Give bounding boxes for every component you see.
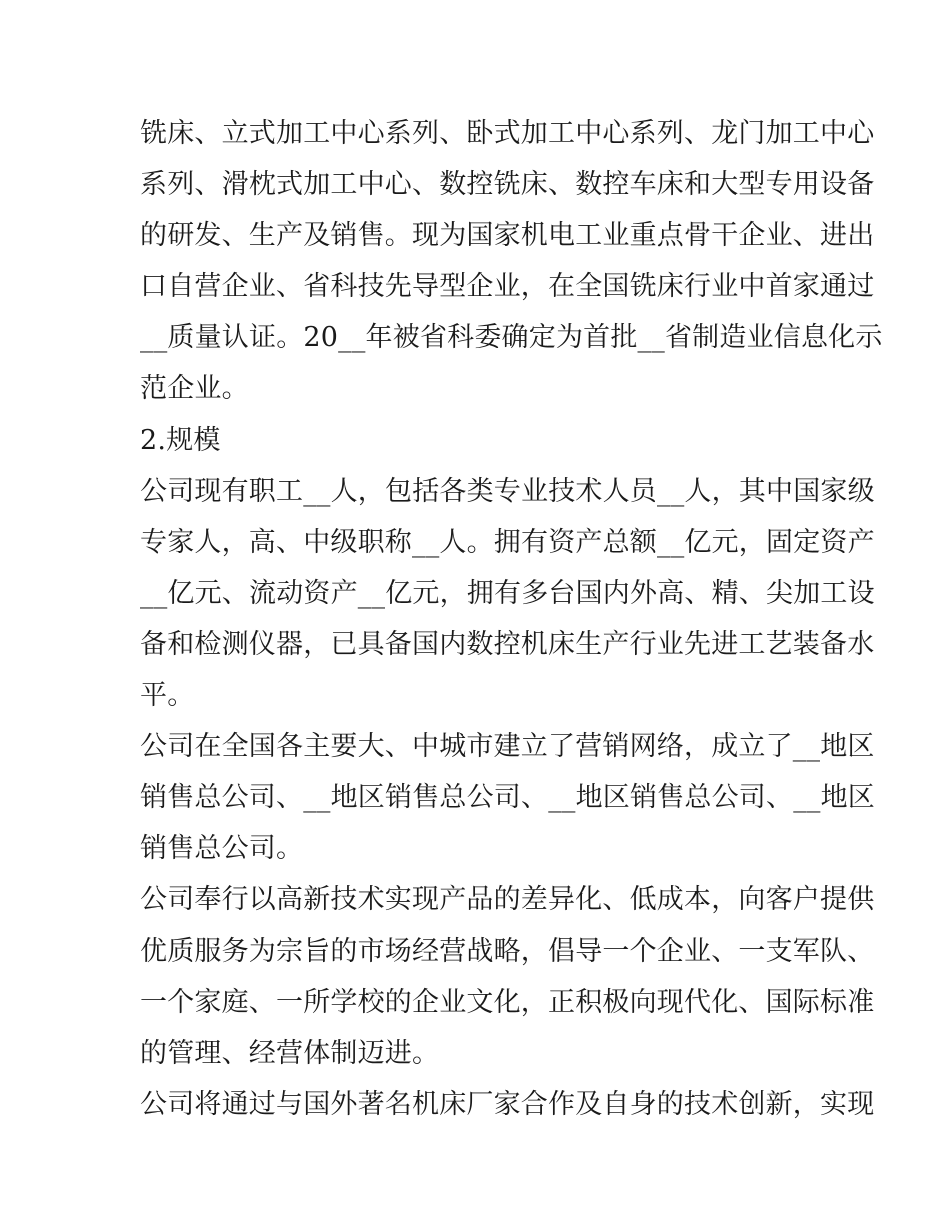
- text-line: 公司现有职工__人，包括各类专业技术人员__人，其中国家级: [140, 475, 875, 507]
- text-line: 优质服务为宗旨的市场经营战略，倡导一个企业、一支军队、: [140, 935, 875, 967]
- section-heading: 2.规模: [140, 424, 221, 456]
- text-line: 销售总公司、__地区销售总公司、__地区销售总公司、__地区: [140, 782, 875, 814]
- text-line: 铣床、立式加工中心系列、卧式加工中心系列、龙门加工中心: [140, 118, 875, 149]
- text-line: __质量认证。20__年被省科委确定为首批__省制造业信息化示: [140, 322, 883, 354]
- text-line: 公司将通过与国外著名机床厂家合作及自身的技术创新，实现: [140, 1088, 875, 1120]
- text-line: 的研发、生产及销售。现为国家机电工业重点骨干企业、进出: [140, 220, 875, 252]
- text-line: 系列、滑枕式加工中心、数控铣床、数控车床和大型专用设备: [140, 169, 875, 201]
- text-line: 备和检测仪器，已具备国内数控机床生产行业先进工艺装备水: [140, 628, 875, 660]
- text-line: 专家人，高、中级职称__人。拥有资产总额__亿元，固定资产: [140, 526, 875, 558]
- text-line: __亿元、流动资产__亿元，拥有多台国内外高、精、尖加工设: [140, 577, 875, 609]
- document-body: [140, 108, 883, 1130]
- text-line: 范企业。: [140, 373, 249, 405]
- text-line: 公司在全国各主要大、中城市建立了营销网络，成立了__地区: [140, 731, 875, 763]
- text-line: 公司奉行以高新技术实现产品的差异化、低成本，向客户提供: [140, 884, 875, 916]
- text-line: 口自营企业、省科技先导型企业，在全国铣床行业中首家通过: [140, 271, 875, 303]
- text-line: 销售总公司。: [140, 833, 304, 865]
- text-line: 的管理、经营体制迈进。: [140, 1037, 440, 1069]
- text-line: 一个家庭、一所学校的企业文化，正积极向现代化、国际标准: [140, 986, 875, 1018]
- text-line: 平。: [140, 680, 195, 712]
